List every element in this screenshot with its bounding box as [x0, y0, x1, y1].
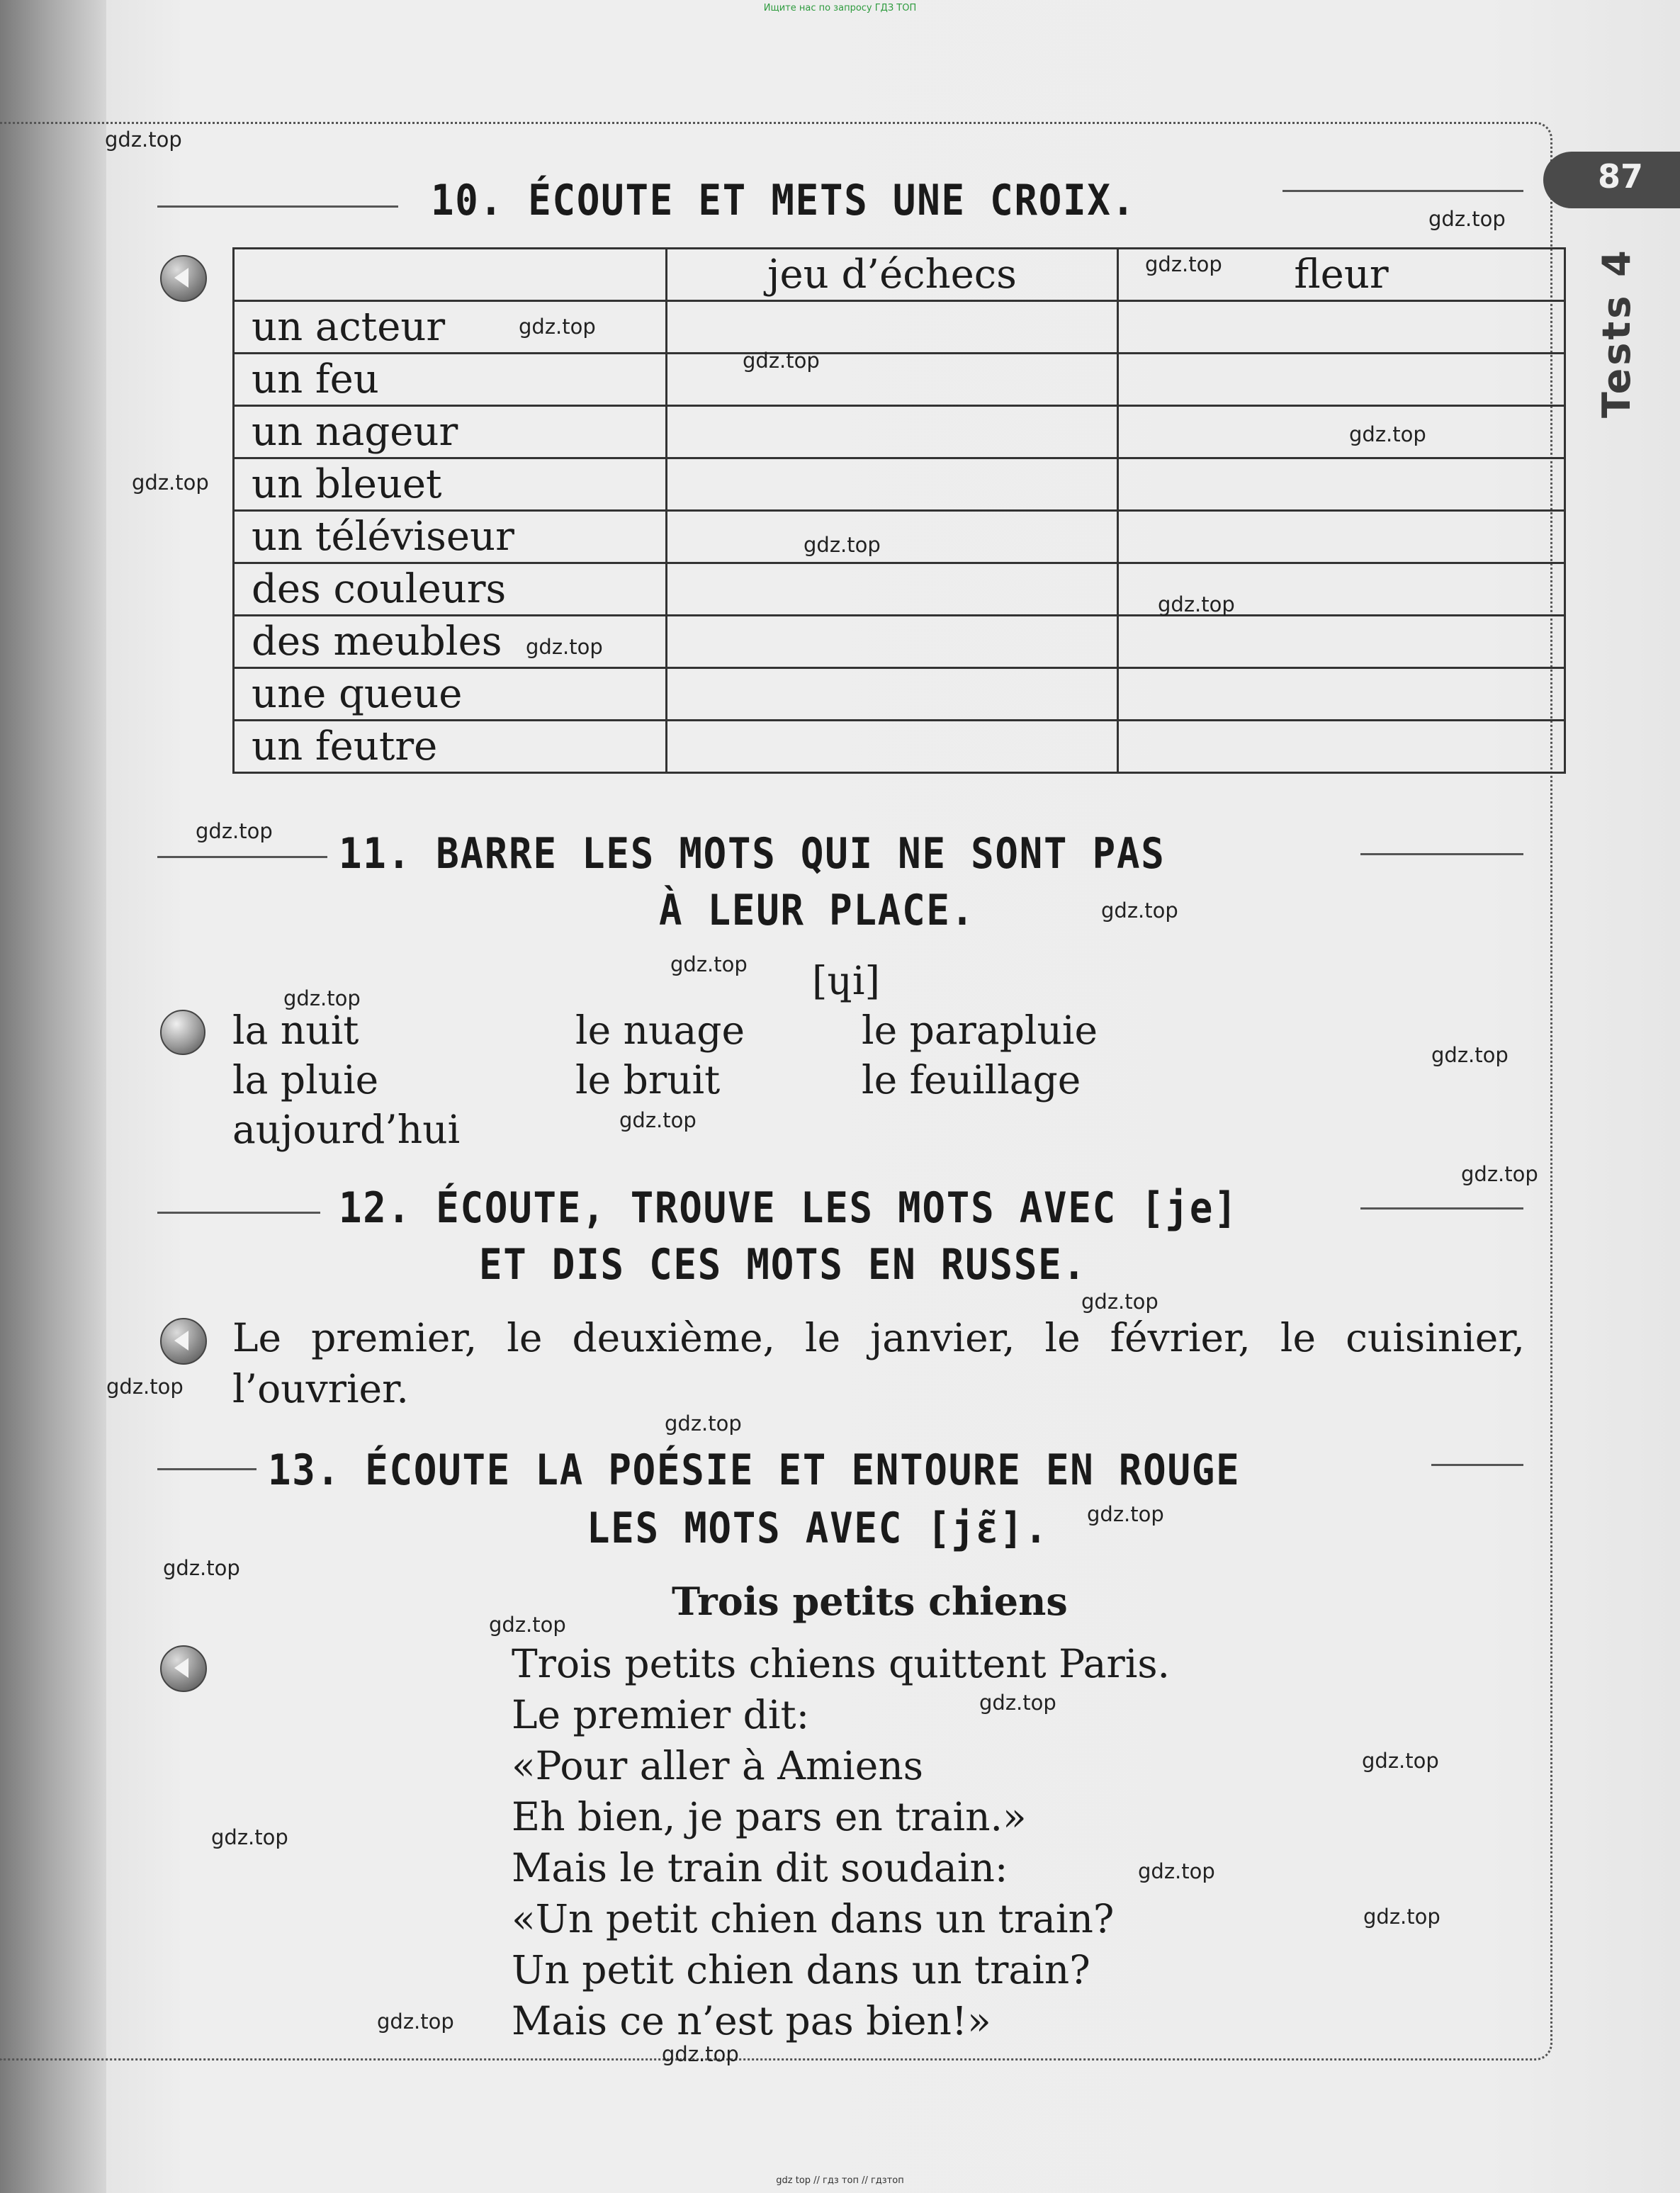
heading-rule-left [157, 1468, 256, 1470]
bottom-banner[interactable]: gdz top // гдз топ // гдзтоп [776, 2175, 904, 2186]
watermark: gdz.top [1431, 1043, 1509, 1067]
checkbox-cell[interactable] [1118, 721, 1565, 773]
watermark: gdz.top [377, 2009, 454, 2034]
poem-title: Trois petits chiens [672, 1579, 1068, 1624]
table-row-label: un nageur [234, 406, 667, 458]
watermark: gdz.top [1362, 1749, 1439, 1773]
exercise-11-heading-line1: 11. BARRE LES MOTS QUI NE SONT PAS [339, 829, 1166, 879]
checkbox-cell[interactable] [1118, 406, 1565, 458]
checkbox-cell[interactable] [667, 563, 1118, 616]
poem-line: Un petit chien dans un train? [512, 1947, 1090, 1992]
exercise-12-heading-line1: 12. ÉCOUTE, TROUVE LES MOTS AVEC [je] [339, 1183, 1239, 1233]
checkbox-cell[interactable] [1118, 301, 1565, 354]
checkbox-cell[interactable] [667, 301, 1118, 354]
word-item[interactable]: le nuage [575, 1008, 745, 1053]
table-row-label: un bleuet [234, 458, 667, 511]
table-row-label: un feu [234, 354, 667, 406]
heading-rule-right [1282, 190, 1523, 192]
poem-line: Eh bien, je pars en train.» [512, 1794, 1027, 1839]
watermark: gdz.top [1087, 1502, 1164, 1526]
table-row [234, 668, 1565, 721]
table-row-label: un acteur [234, 301, 667, 354]
bullet-ball-icon [160, 1010, 205, 1055]
watermark: gdz.top [526, 635, 603, 659]
audio-speaker-icon[interactable] [160, 255, 207, 302]
poem-line: Trois petits chiens quittent Paris. [512, 1641, 1171, 1686]
table-row [234, 511, 1565, 563]
word-item[interactable]: la nuit [232, 1008, 359, 1053]
word-item[interactable]: le feuillage [862, 1057, 1081, 1103]
watermark: gdz.top [619, 1108, 697, 1132]
watermark: gdz.top [196, 819, 273, 843]
exercise-12-heading-line2: ET DIS CES MOTS EN RUSSE. [479, 1240, 1087, 1290]
watermark: gdz.top [662, 2042, 739, 2066]
section-label: Tests 4 [1594, 247, 1639, 418]
watermark: gdz.top [519, 315, 596, 339]
watermark: gdz.top [1101, 898, 1178, 923]
checkbox-cell[interactable] [667, 458, 1118, 511]
checkbox-cell[interactable] [667, 616, 1118, 668]
word-item[interactable]: la pluie [232, 1057, 379, 1103]
watermark: gdz.top [1349, 422, 1426, 446]
word-item[interactable]: le bruit [575, 1057, 721, 1103]
table-header-empty [234, 249, 667, 301]
phoneme-label: [ɥi] [812, 958, 880, 1003]
checkbox-cell[interactable] [1118, 354, 1565, 406]
poem-line: «Pour aller à Amiens [512, 1743, 923, 1788]
watermark: gdz.top [804, 533, 881, 557]
poem-line: Le premier dit: [512, 1692, 810, 1737]
watermark: gdz.top [1081, 1290, 1158, 1314]
table-header-cell: jeu d’échecs [667, 249, 1118, 301]
table-row [234, 563, 1565, 616]
watermark: gdz.top [283, 986, 361, 1010]
checkbox-cell[interactable] [667, 721, 1118, 773]
watermark: gdz.top [132, 470, 209, 495]
table-header-row [234, 249, 1565, 301]
heading-rule-left [157, 856, 327, 858]
poem-line: Mais ce n’est pas bien!» [512, 1998, 991, 2043]
checkbox-cell[interactable] [667, 668, 1118, 721]
watermark: gdz.top [743, 349, 820, 373]
poem-line: Mais le train dit soudain: [512, 1845, 1008, 1890]
word-item[interactable]: le parapluie [862, 1008, 1098, 1053]
heading-rule-left [157, 1212, 320, 1214]
top-banner[interactable]: Ищите нас по запросу ГДЗ ТОП [763, 3, 917, 13]
table-header-cell: fleur [1118, 249, 1565, 301]
heading-rule-right [1360, 853, 1523, 855]
table-row [234, 354, 1565, 406]
table-row-label: des couleurs [234, 563, 667, 616]
table-row [234, 616, 1565, 668]
audio-speaker-icon[interactable] [160, 1645, 207, 1692]
watermark: gdz.top [1138, 1859, 1215, 1883]
table-row [234, 301, 1565, 354]
poem-line: «Un petit chien dans un train? [512, 1896, 1115, 1941]
table-row-label: un téléviseur [234, 511, 667, 563]
table-row-label: des meubles [234, 616, 667, 668]
heading-rule-right [1360, 1207, 1523, 1210]
page-number: 87 [1598, 157, 1644, 196]
table-row-label: un feutre [234, 721, 667, 773]
word-item[interactable]: aujourd’hui [232, 1107, 461, 1152]
watermark: gdz.top [211, 1825, 288, 1849]
watermark: gdz.top [670, 952, 748, 976]
watermark: gdz.top [665, 1411, 742, 1436]
audio-speaker-icon[interactable] [160, 1318, 207, 1365]
checkbox-cell[interactable] [667, 511, 1118, 563]
watermark: gdz.top [1461, 1162, 1538, 1186]
watermark: gdz.top [106, 1375, 184, 1399]
watermark: gdz.top [979, 1691, 1056, 1715]
watermark: gdz.top [489, 1613, 566, 1637]
exercise-11-heading-line2: À LEUR PLACE. [659, 886, 976, 935]
heading-rule-left [157, 205, 398, 208]
checkbox-cell[interactable] [1118, 458, 1565, 511]
checkbox-cell[interactable] [1118, 511, 1565, 563]
checkbox-cell[interactable] [1118, 668, 1565, 721]
checkbox-cell[interactable] [1118, 616, 1565, 668]
watermark: gdz.top [105, 128, 182, 152]
exercise-12-text: Le premier, le deuxième, le janvier, le février, le cuisinier, l’ouvrier. [232, 1315, 1525, 1411]
table-row-label: une queue [234, 668, 667, 721]
watermark: gdz.top [1158, 592, 1235, 616]
checkbox-cell[interactable] [667, 406, 1118, 458]
watermark: gdz.top [163, 1556, 240, 1580]
exercise-13-heading-line2: LES MOTS AVEC [jɛ̃]. [587, 1504, 1049, 1553]
watermark: gdz.top [1145, 252, 1222, 276]
watermark: gdz.top [1428, 207, 1506, 231]
checkbox-cell[interactable] [667, 354, 1118, 406]
exercise-13-heading-line1: 13. ÉCOUTE LA POÉSIE ET ENTOURE EN ROUGE [268, 1445, 1241, 1495]
table-row [234, 721, 1565, 773]
table-row [234, 458, 1565, 511]
exercise-10-table [232, 247, 1566, 774]
watermark: gdz.top [1363, 1905, 1441, 1929]
exercise-10-heading: 10. ÉCOUTE ET METS UNE CROIX. [431, 176, 1137, 225]
heading-rule-right [1431, 1464, 1523, 1466]
